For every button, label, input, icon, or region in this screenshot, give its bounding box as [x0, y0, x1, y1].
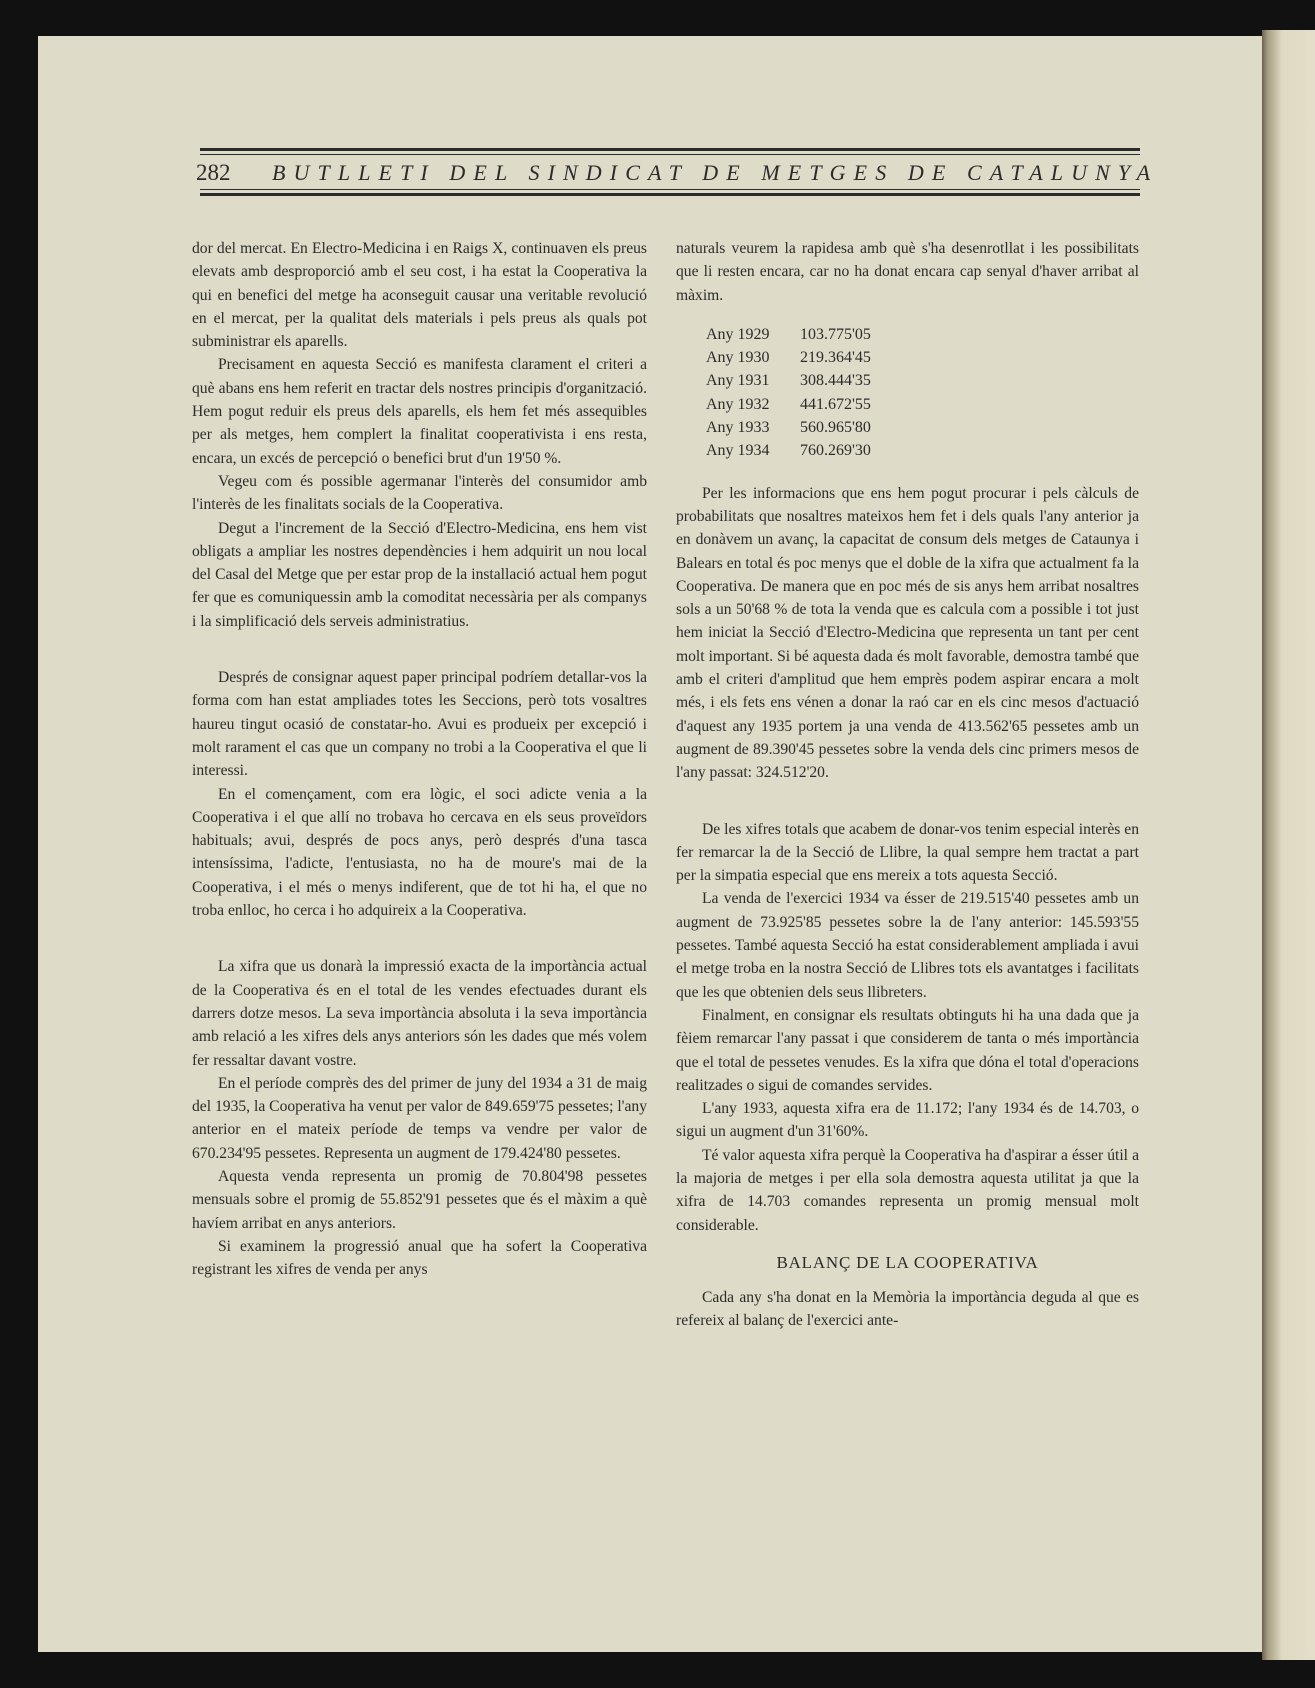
- paragraph: En el començament, com era lògic, el soci adicte venia a la Cooperativa i el que allí no trobava ho cercava en els seus proveïdors habituals; avui, després de pocs anys, però després d'una tasca intensíssima, l'adicte, l'entusiasta, no ha de moure's mai de la Cooperativa, i el més o menys indiferent, que de tot hi ha, el que no troba enlloc, ho cerca i ho adquireix a la Cooperativa.: [192, 785, 647, 920]
- year-label: Any 1930: [706, 349, 770, 367]
- book-spine: [1262, 30, 1315, 1660]
- page-number: 282: [196, 160, 231, 185]
- paragraph: De les xifres totals que acabem de donar-vos tenim especial interès en fer remarcar la de la Secció de Llibre, la qual sempre hem tractat a part per la simpatia especial que ens mereix a tots aquesta Secció.: [676, 820, 1139, 885]
- paragraph: Si examinem la progressió anual que ha sofert la Cooperativa registrant les xifres de venda per anys: [192, 1237, 647, 1279]
- year-value: 760.269'30: [800, 442, 871, 460]
- scan-border-top: [0, 0, 1315, 36]
- right-column: [676, 237, 1139, 1333]
- header-rule-bottom: [200, 193, 1140, 196]
- year-label: Any 1931: [706, 372, 770, 390]
- paragraph: Per les informacions que ens hem pogut procurar i pels càlculs de probabilitats que nosaltres mateixos hem fet i dels quals l'any anterior ja en donàvem un avanç, la capacitat de consum dels metges de Cataunya i Balears en total és poc menys que el doble de la xifra que actualment fa la Cooperativa. De manera que en poc més de sis anys hem arribat nosaltres sols a un 50'68 % de tota la venda que es calcula com a possible i tot just hem iniciat la Secció d'Electro-Medicina que representa un tant per cent molt important. Si bé aquesta dada és molt favorable, demostra també que amb el criteri d'amplitud que hem emprès podem aspirar encara a molt més, i els fets ens vénen a donar la raó car en els cinc mesos d'actuació d'aquest any 1935 portem ja una venda de 413.562'65 pessetes amb un augment de 89.390'45 pessetes sobre la venda dels cinc primers mesos de l'any passat: 324.512'20.: [676, 484, 1139, 782]
- table-row: [706, 323, 871, 346]
- sales-by-year-table: [706, 323, 871, 463]
- paragraph: La xifra que us donarà la impressió exacta de la importància actual de la Cooperativa és en el total de les vendes efectuades durant els darrers dotze mesos. La seva importància absoluta i la seva importància amb relació a les xifres dels anys anteriors són les dades que més volem fer ressaltar davant vostre.: [192, 958, 647, 1069]
- paragraph: Vegeu com és possible agermanar l'interès del consumidor amb l'interès de les finalitats socials de la Cooperativa.: [192, 472, 647, 514]
- year-value: 103.775'05: [800, 325, 871, 343]
- paragraph: Degut a l'increment de la Secció d'Electro-Medicina, ens hem vist obligats a ampliar les nostres dependències i hem adquirit un nou local del Casal del Metge que per estar prop de la installació actual hem pogut fer que es comuniquessin amb la comoditat necessària per als companys i la simplificació dels serveis administratius.: [192, 519, 647, 630]
- table-row: [706, 369, 871, 392]
- paragraph: L'any 1933, aquesta xifra era de 11.172; l'any 1934 és de 14.703, o sigui un augment d'un 31'60%.: [676, 1100, 1139, 1141]
- header-rule-bottom-thin: [200, 189, 1140, 190]
- left-column: [192, 237, 647, 1281]
- year-label: Any 1932: [706, 395, 770, 413]
- paragraph: dor del mercat. En Electro-Medicina i en Raigs X, continuaven els preus elevats amb desproporció amb el seu cost, i ha estat la Cooperativa la qui en benefici del metge ha aconseguit causar una veritable revolució en el mercat, per la qualitat dels materials i pels preus als quals pot subministrar els aparells.: [192, 240, 647, 351]
- paragraph-gap: [192, 633, 647, 666]
- table-row: [706, 346, 871, 369]
- table-row: [706, 416, 871, 439]
- year-label: Any 1929: [706, 325, 770, 343]
- paragraph: Té valor aquesta xifra perquè la Cooperativa ha d'aspirar a ésser útil a la majoria de metges i per ella sola demostra aquesta utilitat ja que la xifra de 14.703 comandes representa un promig mensual molt considerable.: [676, 1146, 1139, 1234]
- header-rule-top-thin: [200, 154, 1140, 155]
- paragraph: Aquesta venda representa un promig de 70.804'98 pessetes mensuals sobre el promig de 55.852'91 pessetes que és el màxim a què havíem arribat en anys anteriors.: [192, 1167, 647, 1232]
- table-row: [706, 393, 871, 416]
- section-heading: BALANÇ DE LA COOPERATIVA: [776, 1252, 1039, 1272]
- paragraph-gap: [192, 922, 647, 955]
- header-rule-top: [200, 148, 1140, 151]
- paragraph: Finalment, en consignar els resultats obtinguts hi ha una dada que ja fèiem remarcar l'any passat i que considerem de tanta o més importància que el total de pessetes venudes. Es la xifra que dóna el total d'operacions realitzades o sigui de comandes servides.: [676, 1006, 1139, 1094]
- table-row: [706, 439, 871, 462]
- year-value: 308.444'35: [800, 372, 871, 390]
- journal-title: BUTLLETI DEL SINDICAT DE METGES DE CATALUNYA: [272, 160, 1159, 185]
- paragraph: La venda de l'exercici 1934 va ésser de 219.515'40 pessetes amb un augment de 73.925'85 pessetes sobre la de l'any anterior: 145.593'55 pessetes. També aquesta Secció ha estat considerablement ampliada i avui el metge troba en la nostra Secció de Llibres tots els avantatges i facilitats que les que obtenien dels seus llibreters.: [676, 890, 1139, 1001]
- year-label: Any 1933: [706, 419, 770, 437]
- paragraph: Després de consignar aquest paper principal podríem detallar-vos la forma com han estat ampliades totes les Seccions, però tots vosaltres haureu tingut ocasió de constatar-ho. Avui es produeix per excepció i molt rarament el cas que un company no trobi a la Cooperativa el que li interessi.: [192, 669, 647, 780]
- paragraph-gap: [676, 785, 1139, 818]
- year-value: 441.672'55: [800, 395, 871, 413]
- paragraph: Precisament en aquesta Secció es manifesta clarament el criteri a què abans ens hem referit en tractar dels nostres principis d'organització. Hem pogut reduir els preus dels aparells, els hem fet més assequibles per als metges, hem complert la finalitat cooperativista i ens resta, encara, un excés de percepció o benefici brut d'un 19'50 %.: [192, 356, 647, 467]
- paragraph: naturals veurem la rapidesa amb què s'ha desenrotllat i les possibilitats que li resten encara, car no ha donat encara cap senyal d'haver arribat al màxim.: [676, 240, 1139, 304]
- year-value: 560.965'80: [800, 419, 871, 437]
- year-value: 219.364'45: [800, 349, 871, 367]
- paragraph: Cada any s'ha donat en la Memòria la importància deguda al que es refereix al balanç de l'exercici ante-: [676, 1289, 1139, 1330]
- year-label: Any 1934: [706, 442, 770, 460]
- paragraph: En el període comprès des del primer de juny del 1934 a 31 de maig del 1935, la Cooperativa ha venut per valor de 849.659'75 pessetes; l'any anterior en el mateix període de temps va vendre per valor de 670.234'95 pessetes. Representa un augment de 179.424'80 pessetes.: [192, 1074, 647, 1162]
